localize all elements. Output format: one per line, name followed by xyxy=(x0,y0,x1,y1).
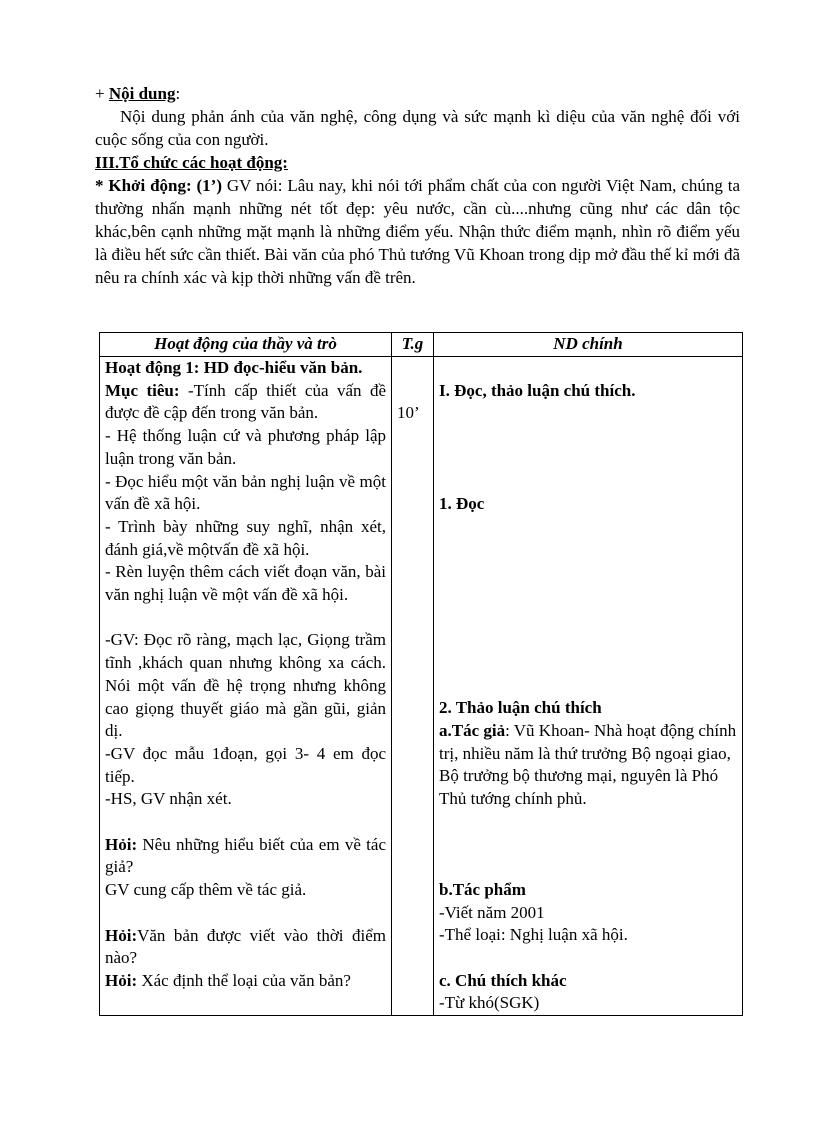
intro-section xyxy=(95,82,740,289)
time-cell xyxy=(392,357,434,1016)
header-content: ND chính xyxy=(434,333,743,357)
heading-read: 1. Đọc xyxy=(439,494,485,514)
heading-discuss-notes: 2. Thảo luận chú thích xyxy=(439,698,602,718)
author-paragraph: a.Tác giả: Vũ Khoan- Nhà hoạt động chính trị, nhiều năm là thứ trưởng Bộ ngoại giao, Bộ trưởng bộ thương mại, nguyên là Phó Thủ tướng chính phủ. xyxy=(439,721,737,809)
table-header-row xyxy=(100,333,743,357)
content-label: Nội dung xyxy=(108,84,176,103)
gv-line: -GV: Đọc rõ ràng, mạch lạc, Giọng trầm tĩnh ,khách quan nhưng không xa cách. Nói một vấn đề hệ trọng nhưng không cao giọng thuyết giáo mà gần gũi, giản dị. xyxy=(105,630,386,741)
work-line: -Thể loại: Nghị luận xã hội. xyxy=(439,925,628,945)
goal-item: - Rèn luyện thêm cách viết đoạn văn, bài văn nghị luận về một vấn đề xã hội. xyxy=(105,562,386,605)
heading-read-discuss: I. Đọc, thảo luận chú thích. xyxy=(439,380,636,400)
question-time: Hỏi:Văn bản được viết vào thời điểm nào? xyxy=(105,925,386,968)
content-cell xyxy=(434,357,743,1016)
warmup-label: * Khởi động: (1’) xyxy=(95,176,223,195)
question-genre: Hỏi: Xác định thể loại của văn bản? xyxy=(105,970,351,990)
goal-item: - Đọc hiểu một văn bản nghị luận về một vấn đề xã hội. xyxy=(105,471,386,514)
content-text: Nội dung phản ánh của văn nghệ, công dụng và sức mạnh kì diệu của văn nghệ đối với cuộc sống của con người. xyxy=(95,107,740,149)
activities-cell xyxy=(100,357,392,1016)
time-value: 10’ xyxy=(397,403,420,423)
notes-line: -Từ khó(SGK) xyxy=(439,993,540,1013)
section-title: III.Tổ chức các hoạt động: xyxy=(95,153,288,172)
work-heading: b.Tác phẩm xyxy=(439,879,526,899)
question-author: Hỏi: Nêu những hiểu biết của em về tác giả? xyxy=(105,834,386,877)
activity-title: Hoạt động 1: HD đọc-hiểu văn bản. xyxy=(105,358,363,377)
lesson-table xyxy=(99,332,743,1016)
table-row xyxy=(100,357,743,1016)
question-author-note: GV cung cấp thêm về tác giả. xyxy=(105,880,307,900)
work-line: -Viết năm 2001 xyxy=(439,902,545,922)
warmup-text: GV nói: Lâu nay, khi nói tới phẩm chất của con người Việt Nam, chúng ta thường nhấn mạnh những nét tốt đẹp: yêu nước, cần cù....nhưng cũng như các dân tộc khác,bên cạnh những mặt mạnh là những điểm yếu. Nhận thức điểm mạnh, nhìn rõ điểm yếu là điều hết sức cần thiết. Bài văn của phó Thủ tướng Vũ Khoan trong dịp mở đầu thế kỉ mới đã nêu ra chính xác và kịp thời những vấn đề trên. xyxy=(95,176,740,287)
goal-item: - Trình bày những suy nghĩ, nhận xét, đánh giá,về mộtvấn đề xã hội. xyxy=(105,516,386,559)
header-time: T.g xyxy=(392,333,434,357)
goal-item: - Hệ thống luận cứ và phương pháp lập luận trong văn bản. xyxy=(105,426,386,468)
header-activities: Hoạt động của thầy và trò xyxy=(100,333,392,357)
notes-heading: c. Chú thích khác xyxy=(439,970,567,990)
gv-line: -GV đọc mẫu 1đoạn, gọi 3- 4 em đọc tiếp. xyxy=(105,743,386,786)
goal-line: Mục tiêu: -Tính cấp thiết của vấn đề được đề cập đến trong văn bản. xyxy=(105,380,386,423)
gv-line: -HS, GV nhận xét. xyxy=(105,789,232,809)
warmup-paragraph xyxy=(95,174,740,289)
content-heading: + Nội dung: xyxy=(95,84,181,103)
